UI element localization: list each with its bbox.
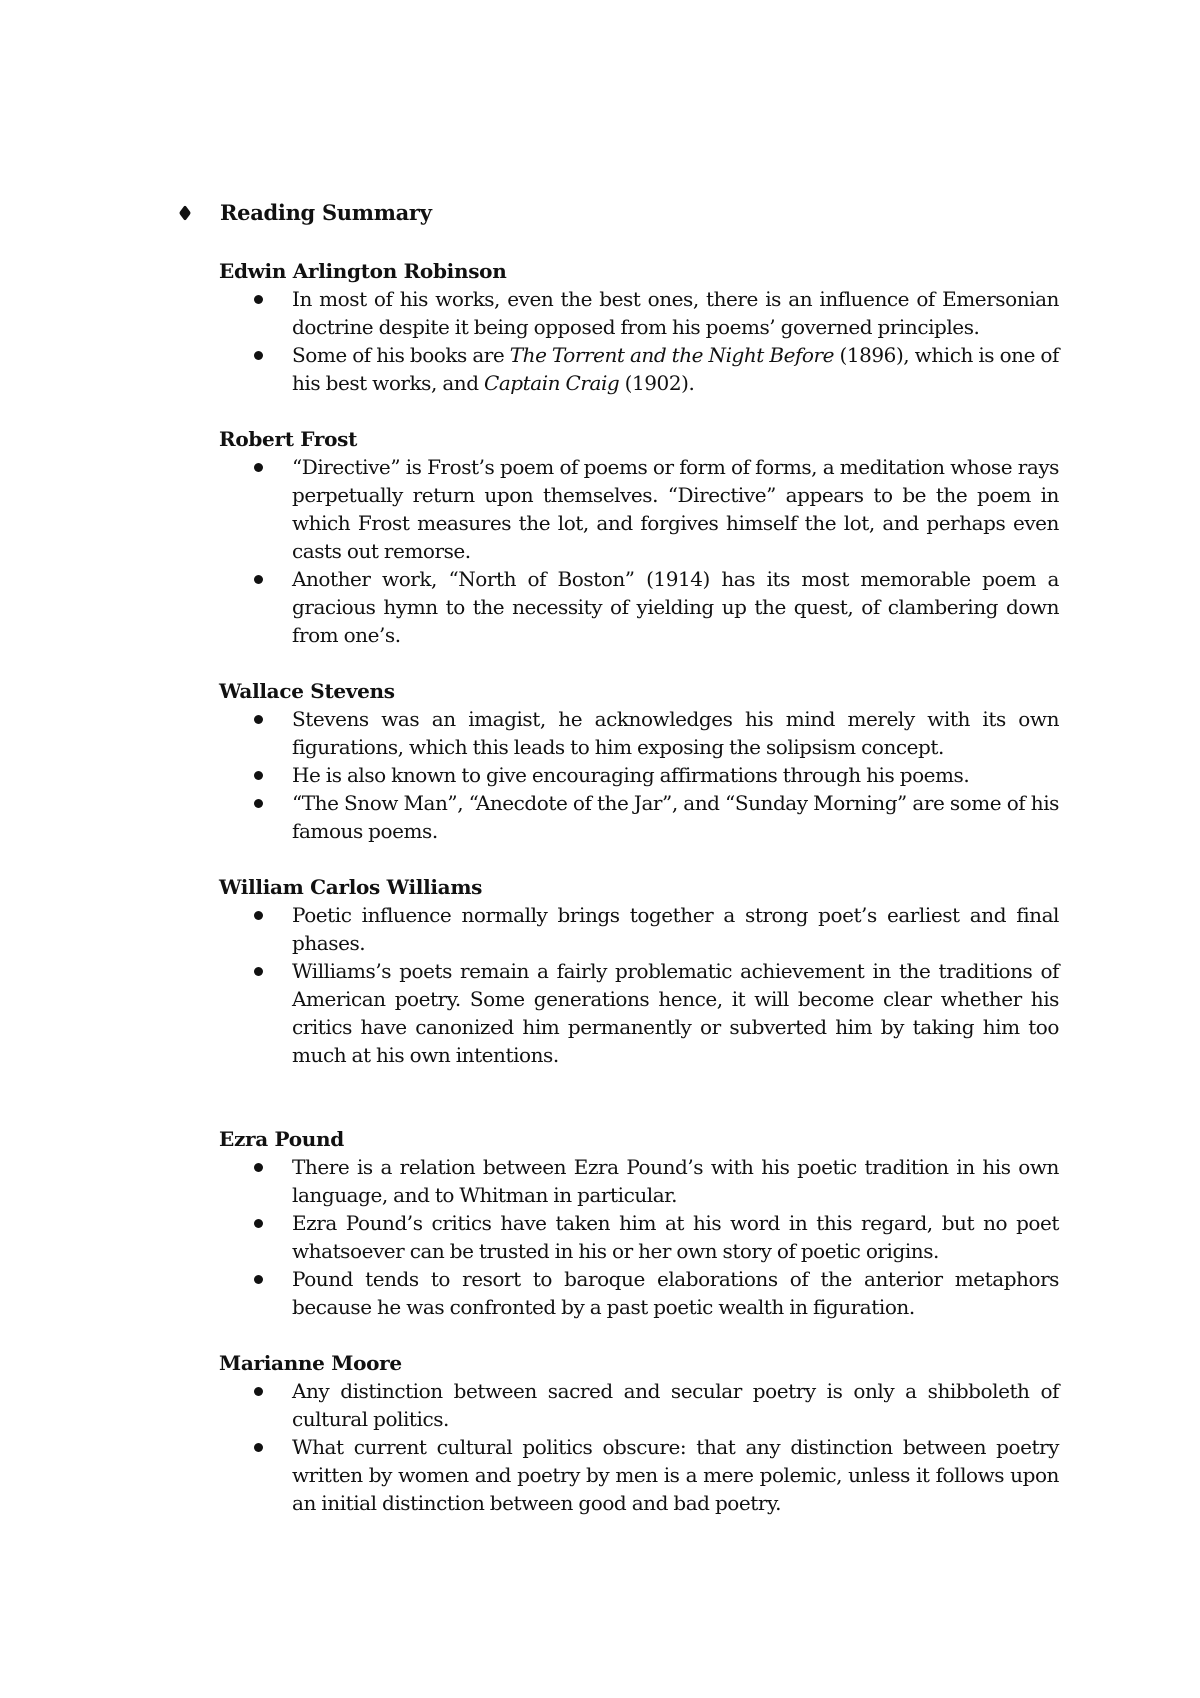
heading-bullet-icon xyxy=(179,204,191,220)
section-heading: William Carlos Williams xyxy=(219,875,483,899)
section-marianne-moore xyxy=(219,1349,1059,1517)
section-william-carlos-williams xyxy=(219,873,1059,1069)
bullet-list xyxy=(219,901,1059,1069)
paragraph-spacer xyxy=(219,845,1059,873)
section-robert-frost xyxy=(219,425,1059,649)
list-item xyxy=(219,341,1059,397)
list-item xyxy=(219,453,1059,565)
reading-summary-heading xyxy=(180,200,432,225)
paragraph-spacer xyxy=(219,649,1059,677)
list-item xyxy=(219,565,1059,649)
bullet-text: Any distinction between sacred and secular poetry is only a shibboleth of cultural politics. xyxy=(292,1379,1059,1431)
bullet-text: “Directive” is Frost’s poem of poems or form of forms, a meditation whose rays perpetually return upon themselves. “Directive” appears to be the poem in which Frost measures the lot, and forgives himself the lot, and perhaps even casts out remorse. xyxy=(292,455,1059,563)
italic-title-text: Captain Craig xyxy=(483,371,620,395)
bullet-text: “The Snow Man”, “Anecdote of the Jar”, and “Sunday Morning” are some of his famous poems. xyxy=(292,791,1059,843)
section-heading: Robert Frost xyxy=(219,427,358,451)
list-item xyxy=(219,285,1059,341)
section-heading: Marianne Moore xyxy=(219,1351,402,1375)
bullet-list xyxy=(219,705,1059,845)
bullet-text: There is a relation between Ezra Pound’s with his poetic tradition in his own language, and to Whitman in particular. xyxy=(292,1155,1059,1207)
list-item xyxy=(219,789,1059,845)
bullet-text: Another work, “North of Boston” (1914) has its most memorable poem a gracious hymn to the necessity of yielding up the quest, of clambering down from one’s. xyxy=(292,567,1059,647)
bullet-text: In most of his works, even the best ones, there is an influence of Emersonian doctrine despite it being opposed from his poems’ governed principles. xyxy=(292,287,1059,339)
section-heading: Wallace Stevens xyxy=(219,679,395,703)
list-item xyxy=(219,761,1059,789)
section-heading: Edwin Arlington Robinson xyxy=(219,259,507,283)
list-item xyxy=(219,1153,1059,1209)
bullet-text: Some of his books are xyxy=(292,343,510,367)
bullet-list xyxy=(219,1377,1059,1517)
list-item xyxy=(219,705,1059,761)
list-item xyxy=(219,1377,1059,1433)
page-title: Reading Summary xyxy=(220,200,432,225)
list-item xyxy=(219,1433,1059,1517)
bullet-text: (1902). xyxy=(619,371,695,395)
section-wallace-stevens xyxy=(219,677,1059,845)
list-item xyxy=(219,1209,1059,1265)
summary-content xyxy=(219,257,1059,1517)
list-item xyxy=(219,1265,1059,1321)
bullet-text: What current cultural politics obscure: that any distinction between poetry written by women and poetry by men is a mere polemic, unless it follows upon an initial distinction between good and bad poetry. xyxy=(292,1435,1059,1515)
bullet-list xyxy=(219,453,1059,649)
paragraph-spacer xyxy=(219,1069,1059,1125)
bullet-text: (1896), which is one of his best works, and xyxy=(292,343,1059,395)
bullet-list xyxy=(219,1153,1059,1321)
paragraph-spacer xyxy=(219,397,1059,425)
italic-title-text: The Torrent and the Night Before xyxy=(509,343,835,367)
bullet-text: Ezra Pound’s critics have taken him at his word in this regard, but no poet whatsoever can be trusted in his or her own story of poetic origins. xyxy=(292,1211,1059,1263)
bullet-text: Williams’s poets remain a fairly problematic achievement in the traditions of American poetry. Some generations hence, it will become clear whether his critics have canonized him permanently or subverted him by taking him too much at his own intentions. xyxy=(292,959,1059,1067)
list-item xyxy=(219,901,1059,957)
section-edwin-arlington-robinson xyxy=(219,257,1059,397)
paragraph-spacer xyxy=(219,1321,1059,1349)
section-ezra-pound xyxy=(219,1125,1059,1321)
bullet-text: He is also known to give encouraging affirmations through his poems. xyxy=(292,763,970,787)
bullet-text: Pound tends to resort to baroque elaborations of the anterior metaphors because he was confronted by a past poetic wealth in figuration. xyxy=(292,1267,1059,1319)
bullet-list xyxy=(219,285,1059,397)
bullet-text: Poetic influence normally brings together a strong poet’s earliest and final phases. xyxy=(292,903,1059,955)
list-item xyxy=(219,957,1059,1069)
section-heading: Ezra Pound xyxy=(219,1127,344,1151)
bullet-text: Stevens was an imagist, he acknowledges his mind merely with its own figurations, which this leads to him exposing the solipsism concept. xyxy=(292,707,1059,759)
